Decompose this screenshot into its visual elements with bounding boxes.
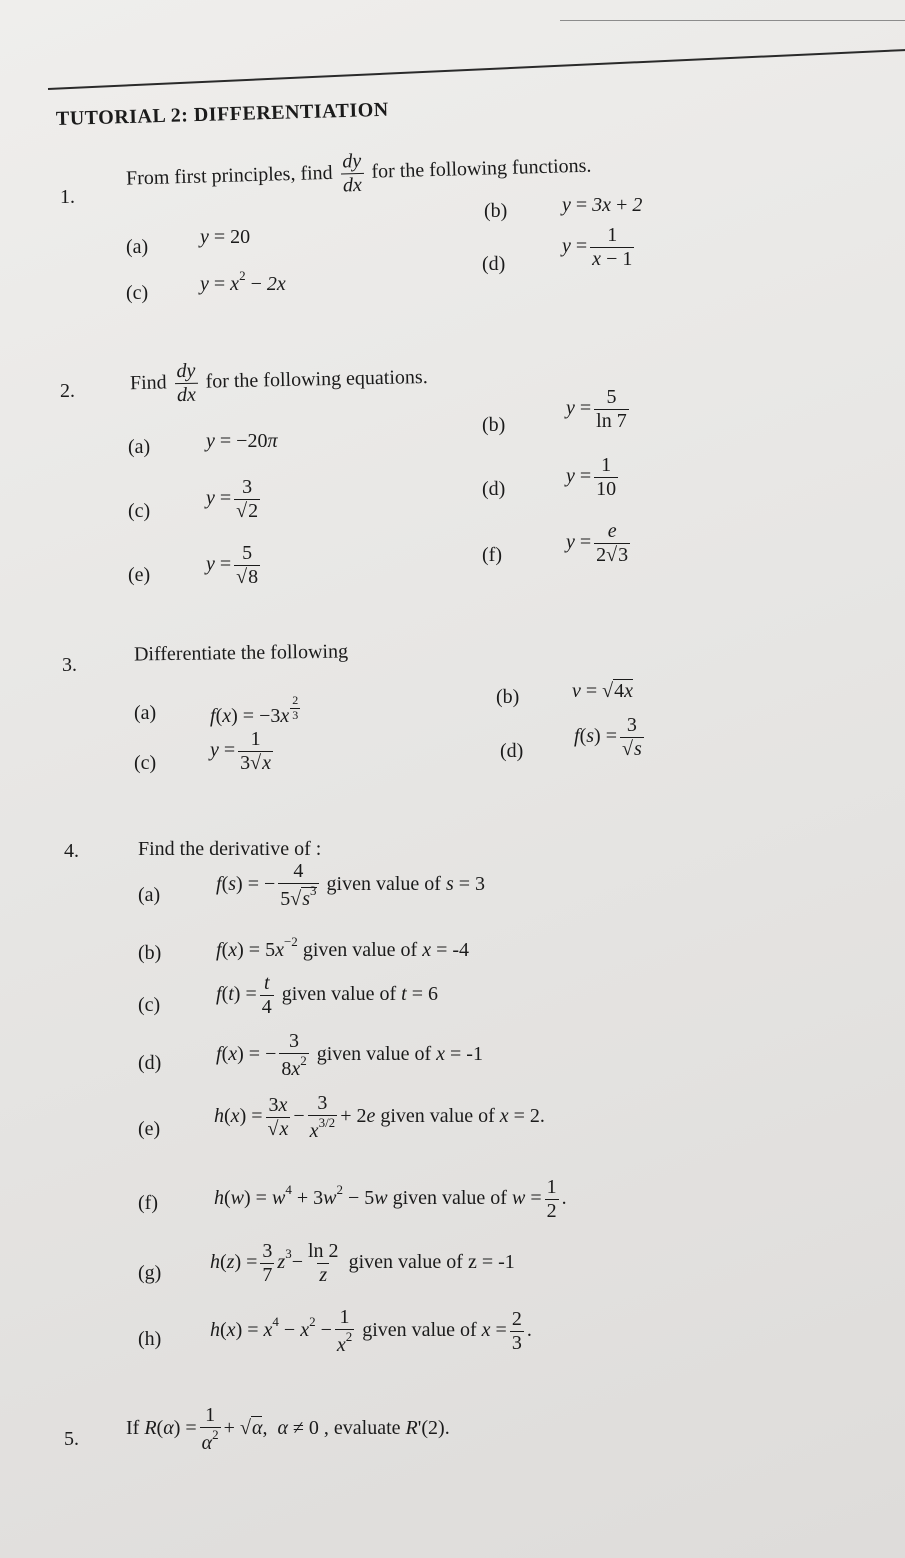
q4b-expression: $f(x) = 5x^{-2}$ given value of x = -4 [216,934,470,961]
q4e-expression: h(x) = $\frac{3x}{√x}$ − $\frac{3}{x^{3/2}}$ + 2e given value of x = 2. [214,1092,545,1142]
q4a-expression: f(s) = − $\frac{4}{5√s^3}$ given value of s = 3 [216,860,486,910]
q4-prompt: Find the derivative of : [138,838,322,860]
q4-label-e: (e) [138,1118,161,1140]
q4-label-a: (a) [138,884,161,906]
header-rule [48,49,905,90]
q4d-given: given value of [316,1043,432,1066]
q1-label-a: (a) [126,236,149,258]
q3c-expression: y = $\frac{1}{3√x}$ [210,728,272,774]
page-title: TUTORIAL 2: DIFFERENTIATION [55,98,389,130]
q2-label-e: (e) [128,564,151,586]
q5-tail: , evaluate [323,1417,401,1440]
q3b-expression: v = √4x [572,680,634,702]
q5-if: If [126,1417,140,1440]
q4-label-d: (d) [138,1052,162,1074]
q4-label-h: (h) [138,1328,162,1350]
q3-number: 3. [62,654,77,676]
q4g-given: given value of [348,1251,463,1274]
q2-number: 2. [60,380,75,402]
q1-label-b: (b) [484,200,508,222]
q1d-expression: y = $\frac{1}{x - 1}$ [562,224,633,270]
q4a-given: given value of [326,873,441,896]
q4b-given: given value of [302,939,418,961]
q1b-expression: y = 3x + 2 [562,194,643,216]
q4e-given: given value of [380,1105,495,1128]
q3a-expression: f(x) = −3x $\frac{2}{3}$ [210,693,299,727]
q4f-expression: $h(w) = w^4 + 3w^2 - 5w$ given value of w = $\frac{1}{2}$ . [214,1176,567,1222]
q4-label-c: (c) [138,994,161,1016]
q2-label-b: (b) [482,414,506,436]
q4d-expression: f(x) = − $\frac{3}{8x^2}$ given value of x = -1 [216,1030,483,1080]
q4g-expression: h(z) = $\frac{3}{7}$ $z^3-$ $\frac{\ln 2}{z}$ given value of z = -1 [210,1240,515,1286]
q3-label-d: (d) [500,740,524,762]
q1-prompt: From first principles, find $\frac{dy}{dx}$ for the following functions. [125,149,592,197]
faint-rule [560,20,905,21]
q3d-expression: f(s) = $\frac{3}{√s}$ [574,714,642,760]
q1-label-d: (d) [482,253,506,275]
q1c-expression: $y = x^2 - 2x$ [200,268,286,295]
q1-number: 1. [60,186,75,208]
q4c-expression: f(t) = $\frac{t}{4}$ given value of t = 6 [216,972,438,1018]
q4h-given: given value of [362,1319,477,1342]
q2-label-f: (f) [482,544,502,566]
q2-label-d: (d) [482,478,506,500]
q4c-given: given value of [281,983,397,1006]
q5-expression: If R(α) = $\frac{1}{\alpha^2}$ + √α, α ≠ 0 , evaluate R'(2). [126,1404,450,1454]
q2a-expression: y = −20π [206,430,278,452]
q4h-expression: $h(x) = x^4 - x^2$ − $\frac{1}{x^2}$ given value of x = $\frac{2}{3}$ . [210,1306,532,1356]
q2c-expression: y = $\frac{3}{√2}$ [206,476,259,522]
q2b-expression: y = $\frac{5}{\ln 7}$ [566,386,627,432]
q2d-expression: y = $\frac{1}{10}$ [566,454,617,500]
q3-label-c: (c) [134,752,157,774]
q3-label-a: (a) [134,702,157,724]
q3-prompt: Differentiate the following [133,640,349,666]
q4-label-b: (b) [138,942,162,964]
q2-prompt: Find $\frac{dy}{dx}$ for the following equations. [129,359,428,407]
q3-label-b: (b) [496,686,520,708]
q4-number: 4. [64,840,79,862]
q2-label-c: (c) [128,500,151,522]
q1a-expression: y = 20 [200,226,251,248]
q2-label-a: (a) [128,436,151,458]
q4f-given: given value of [392,1187,507,1210]
q4-label-g: (g) [138,1262,162,1284]
q2f-expression: y = $\frac{e}{2√3}$ [566,520,629,566]
q5-number: 5. [64,1428,79,1450]
q2e-expression: y = $\frac{5}{√8}$ [206,542,259,588]
q1-label-c: (c) [126,282,149,304]
q4-label-f: (f) [138,1192,158,1214]
